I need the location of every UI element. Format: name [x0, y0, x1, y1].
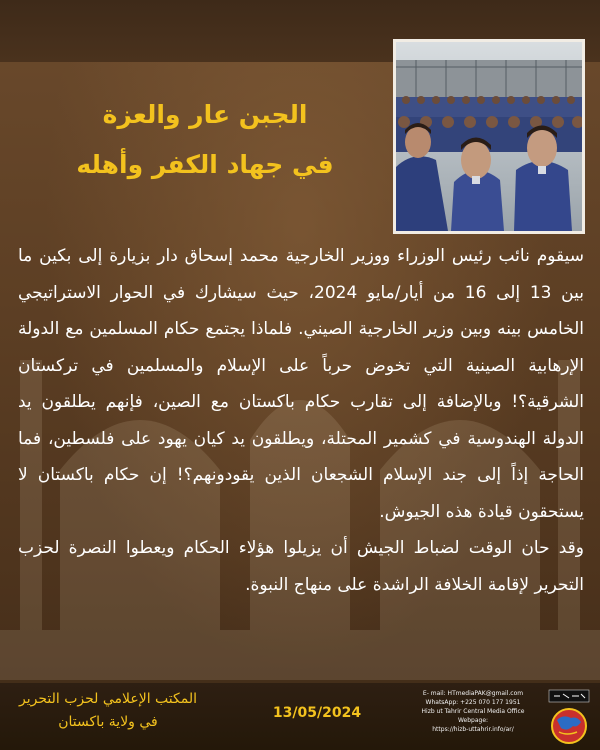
headline-line-1: الجبن عار والعزة: [102, 100, 308, 129]
uniformed-prisoners-photo: [396, 42, 582, 231]
contact-webpage-url[interactable]: https://hizb-uttahrir.info/ar/: [432, 726, 514, 733]
article-paragraph-2: وقد حان الوقت لضباط الجيش أن يزيلوا هؤلاء الحكام ويعطوا النصرة لحزب التحرير لإقامة الخلافة الراشدة على منهاج النبوة.: [18, 538, 584, 595]
media-office-signature: [8, 688, 208, 734]
news-photo: [393, 39, 585, 234]
contact-info: [408, 689, 538, 734]
publication-date: 13/05/2024: [272, 705, 362, 721]
media-office-region: في ولاية باكستان: [58, 714, 158, 730]
hizb-ut-tahrir-globe-logo: [543, 688, 595, 746]
headline: [40, 90, 370, 190]
contact-email[interactable]: E- mail: HTmediaPAK@gmail.com: [422, 690, 524, 697]
media-office-name: المكتب الإعلامي لحزب التحرير: [18, 691, 198, 707]
contact-whatsapp[interactable]: WhatsApp: +225 070 177 1951: [425, 699, 521, 706]
contact-webpage-label: Hizb ut Tahrir Central Media Office Webpage:: [421, 708, 525, 724]
article-paragraph-1: سيقوم نائب رئيس الوزراء ووزير الخارجية محمد إسحاق دار بزيارة إلى بكين ما بين 13 إلى 16 من أيار/مايو 2024، حيث سيشارك في الحوار الاستراتيجي الخامس بينه وبين وزير الخارجية الصيني. فلماذا يجتمع حكام المسلمين مع الدولة الإرهابية الصينية التي تخوض حرباً على الإسلام والمسلمين في تركستان الشرقية؟! وبالإضافة إلى تقارب حكام باكستان مع الصين، فإنهم يطلقون يد الدولة الهندوسية في كشمير المحتلة، ويطلقون يد كيان يهود على فلسطين، فما الحاجة إذاً إلى جند الإسلام الشجعان الذين يقودونهم؟! إن حكام باكستان لا يستحقون قيادة هذه الجيوش.: [18, 246, 584, 522]
article-body: [18, 238, 584, 603]
headline-line-2: في جهاد الكفر وأهله: [76, 150, 334, 179]
